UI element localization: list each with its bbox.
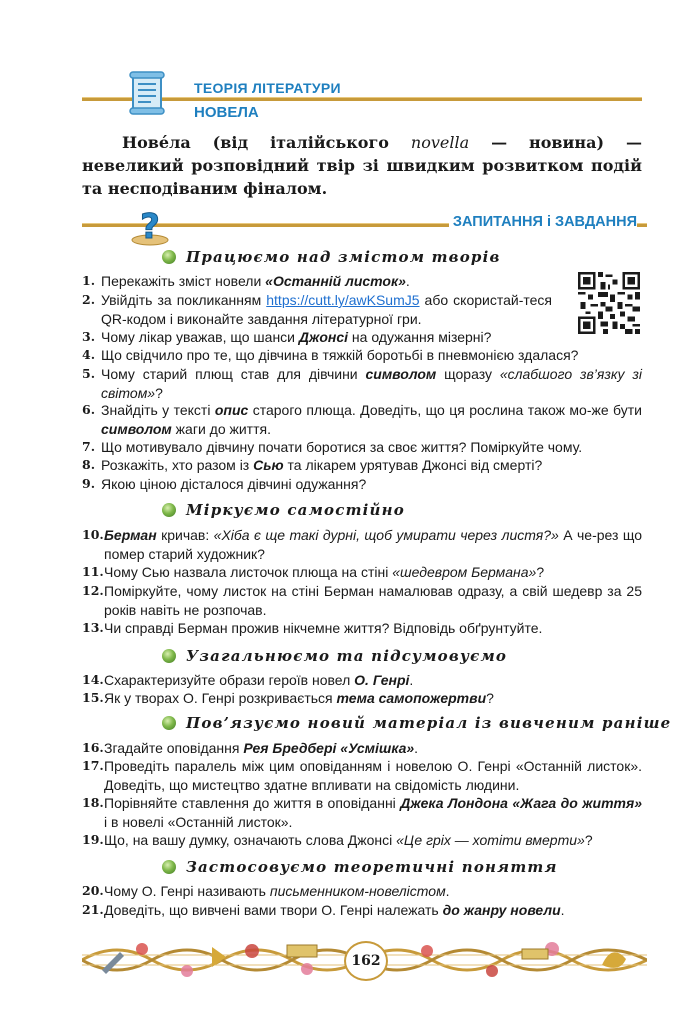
decorative-footer bbox=[82, 935, 647, 985]
question-8 bbox=[82, 456, 642, 475]
question-20 bbox=[82, 882, 642, 901]
green-bullet-icon bbox=[162, 716, 176, 730]
page-number: 162 bbox=[344, 941, 388, 981]
qr-code-image[interactable] bbox=[578, 272, 640, 334]
question-number: 20. bbox=[82, 883, 104, 898]
question-emphasis: опис bbox=[214, 402, 249, 418]
question-number: 16. bbox=[82, 740, 104, 755]
question-emphasis: Берман bbox=[104, 527, 157, 543]
question-number: 11. bbox=[82, 564, 104, 579]
question-number: 4. bbox=[82, 347, 96, 362]
question-quote: «Хіба є ще такі дурні, щоб умирати через листя?» bbox=[213, 527, 559, 543]
question-18 bbox=[82, 794, 642, 831]
question-emphasis: тема самопожертви bbox=[336, 690, 487, 706]
question-number: 18. bbox=[82, 795, 104, 810]
question-text: і в новелі «Останній листок». bbox=[104, 813, 293, 830]
question-emphasis: Джонсі bbox=[298, 329, 349, 345]
question-text: щоразу bbox=[436, 366, 500, 382]
question-text: . bbox=[414, 740, 419, 756]
question-emphasis: Джека Лондона «Жага до життя» bbox=[400, 795, 642, 811]
question-text: старого плюща. Доведіть, що ця рослина також мо-же бути bbox=[248, 402, 642, 418]
question-mark-icon bbox=[130, 206, 170, 246]
question-10 bbox=[82, 526, 642, 563]
question-text: Розкажіть, хто разом із bbox=[101, 457, 254, 473]
question-16 bbox=[82, 739, 642, 758]
question-19 bbox=[82, 831, 642, 850]
section-title-content bbox=[162, 246, 501, 268]
question-number: 10. bbox=[82, 527, 104, 542]
question-text: . bbox=[409, 672, 414, 688]
section-title-text: Пов’язуємо новий матеріал із вивченим раніше bbox=[186, 714, 672, 732]
question-3 bbox=[82, 328, 642, 347]
question-number: 8. bbox=[82, 457, 96, 472]
green-bullet-icon bbox=[162, 503, 176, 517]
question-1 bbox=[82, 272, 642, 291]
question-text: Якою ціною дісталося дівчині одужання? bbox=[101, 476, 367, 492]
question-text: Поміркуйте, чому листок на стіні Берман намалював одразу, а свій шедевр за 25 років навіть не розпочав. bbox=[104, 583, 642, 618]
question-text: Знайдіть у тексті bbox=[101, 402, 215, 418]
question-text: Схарактеризуйте образи героїв новел bbox=[104, 672, 355, 688]
game-link[interactable]: https://cutt.ly/awKSumJ5 bbox=[266, 292, 420, 308]
question-number: 15. bbox=[82, 690, 104, 705]
question-4 bbox=[82, 346, 642, 365]
theory-header bbox=[82, 70, 642, 122]
question-text: кричав: bbox=[156, 527, 214, 543]
question-2 bbox=[82, 291, 552, 328]
question-text: ? bbox=[536, 564, 545, 580]
scroll-icon bbox=[127, 70, 169, 116]
question-text: . bbox=[445, 883, 450, 899]
question-text: ? bbox=[155, 384, 163, 401]
question-text: Доведіть, що вивчені вами твори О. Генрі належать bbox=[104, 902, 443, 918]
question-7 bbox=[82, 438, 642, 457]
question-13 bbox=[82, 619, 642, 638]
section-title-text: Застосовуємо теоретичні поняття bbox=[186, 858, 558, 876]
question-text: Чому Сью назвала листочок плюща на стіні bbox=[104, 564, 393, 580]
question-quote: «Це гріх — хотіти вмерти» bbox=[396, 832, 585, 848]
question-number: 19. bbox=[82, 832, 104, 847]
question-text: Що мотивувало дівчину почати боротися за своє життя? Поміркуйте чому. bbox=[101, 439, 583, 455]
question-text: Перекажіть зміст новели bbox=[101, 273, 266, 289]
question-number: 12. bbox=[82, 583, 104, 598]
question-text: Чи справді Берман прожив нікчемне життя? Відповідь обґрунтуйте. bbox=[104, 620, 543, 636]
definition-paragraph bbox=[82, 131, 642, 200]
question-12 bbox=[82, 582, 642, 619]
question-number: 17. bbox=[82, 758, 104, 773]
question-emphasis: символом bbox=[365, 366, 437, 382]
section-title-text: Узагальнюємо та підсумовуємо bbox=[186, 647, 508, 665]
svg-text:?: ? bbox=[140, 207, 160, 246]
question-number: 13. bbox=[82, 620, 104, 635]
question-5 bbox=[82, 365, 642, 402]
definition-foreign-word: novella bbox=[410, 133, 470, 152]
green-bullet-icon bbox=[162, 860, 176, 874]
question-number: 14. bbox=[82, 672, 104, 687]
question-9 bbox=[82, 475, 642, 494]
theory-subtitle: НОВЕЛА bbox=[194, 104, 259, 121]
question-emphasis: О. Генрі bbox=[354, 672, 410, 688]
question-6 bbox=[82, 401, 642, 438]
section-title-summarize bbox=[162, 645, 507, 667]
question-text: Проведіть паралель між цим оповіданням і новелою О. Генрі «Останній листок». Доведіть, що мистецтво здатне впливати на свідомість людини. bbox=[104, 758, 642, 793]
question-emphasis: до жанру новели bbox=[442, 902, 561, 918]
green-bullet-icon bbox=[162, 649, 176, 663]
question-number: 5. bbox=[82, 366, 96, 381]
question-text: . bbox=[560, 902, 565, 918]
definition-term: Нове́ла bbox=[122, 133, 191, 152]
question-15 bbox=[82, 689, 642, 708]
question-text: або скористай-теся QR-кодом і виконайте завдання літературної гри. bbox=[101, 292, 552, 327]
question-number: 2. bbox=[82, 292, 96, 307]
questions-title: ЗАПИТАННЯ і ЗАВДАННЯ bbox=[449, 214, 637, 230]
question-number: 7. bbox=[82, 439, 96, 454]
question-emphasis: «Останній листок» bbox=[265, 273, 406, 289]
question-text: А че-рез що помер старий художник? bbox=[104, 527, 642, 562]
definition-text-end: — новина) — невеликий розповідний твір зі швидким розвитком подій та несподіваним фіналом. bbox=[82, 133, 642, 198]
question-emphasis: Рея Бредбері «Усмішка» bbox=[243, 740, 415, 756]
question-text: ? bbox=[486, 690, 494, 706]
question-number: 9. bbox=[82, 476, 96, 491]
questions-header bbox=[82, 206, 647, 250]
question-quote: «шедевром Бермана» bbox=[392, 564, 537, 580]
question-text: на одужання мізерні? bbox=[348, 329, 492, 345]
question-text: Як у творах О. Генрі розкривається bbox=[104, 690, 337, 706]
section-title-think bbox=[162, 499, 405, 521]
question-text: Увійдіть за покликанням bbox=[101, 292, 267, 308]
question-text: . bbox=[405, 273, 410, 289]
question-text: Що, на вашу думку, означають слова Джонсі bbox=[104, 832, 397, 848]
section-title-connect bbox=[162, 712, 671, 734]
question-emphasis: Сью bbox=[253, 457, 284, 473]
question-14 bbox=[82, 671, 642, 690]
green-bullet-icon bbox=[162, 250, 176, 264]
question-text: Чому О. Генрі називають bbox=[104, 883, 270, 899]
question-text: Порівняйте ставлення до життя в оповіданні bbox=[104, 795, 401, 811]
question-text: Згадайте оповідання bbox=[104, 740, 244, 756]
question-quote: письменником-новелістом bbox=[269, 883, 446, 899]
question-emphasis: символом bbox=[101, 420, 172, 437]
question-21 bbox=[82, 901, 642, 920]
question-17 bbox=[82, 757, 642, 794]
question-text: та лікарем урятував Джонсі від смерті? bbox=[283, 457, 543, 473]
question-text: жаги до життя. bbox=[171, 420, 271, 437]
theory-title: ТЕОРІЯ ЛІТЕРАТУРИ bbox=[194, 80, 345, 96]
section-title-text: Працюємо над змістом творів bbox=[186, 248, 501, 266]
question-quote: «слабшого зв’язку зі світом» bbox=[101, 366, 642, 401]
question-number: 21. bbox=[82, 902, 104, 917]
question-number: 3. bbox=[82, 329, 96, 344]
section-title-text: Міркуємо самостійно bbox=[186, 501, 406, 519]
question-text: Чому старий плющ став для дівчини bbox=[101, 366, 366, 382]
question-11 bbox=[82, 563, 642, 582]
section-title-apply bbox=[162, 856, 558, 878]
question-text: ? bbox=[584, 832, 593, 848]
question-text: Чому лікар уважав, що шанси bbox=[101, 329, 299, 345]
question-number: 6. bbox=[82, 402, 96, 417]
definition-text: (від італійського bbox=[190, 133, 411, 152]
question-text: Що свідчило про те, що дівчина в тяжкій боротьбі в пневмонією здалася? bbox=[101, 347, 579, 363]
question-number: 1. bbox=[82, 273, 96, 288]
